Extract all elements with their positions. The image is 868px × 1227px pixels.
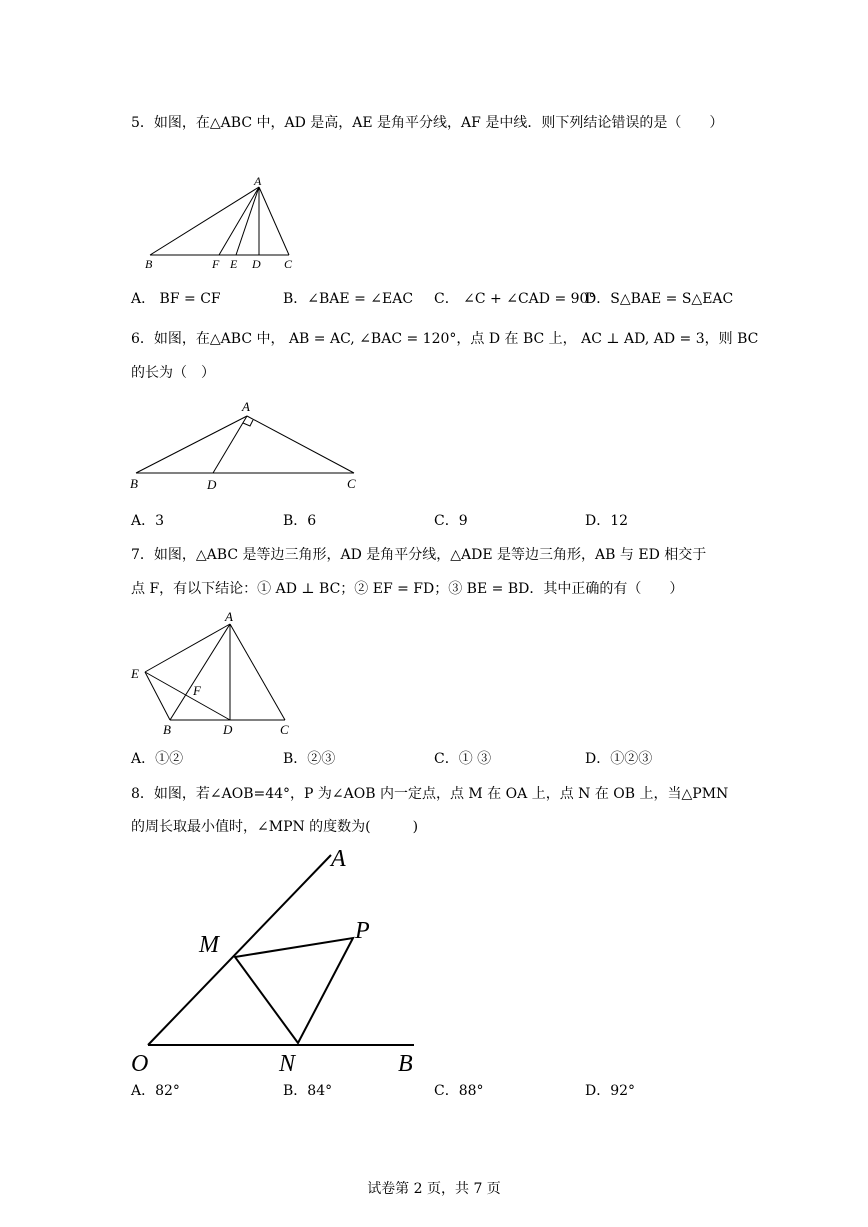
- q5-option-a: A． BF = CF: [131, 291, 221, 307]
- q8-label-n: N: [279, 1051, 296, 1077]
- q8-stem-line1: 8．如图，若∠AOB=44°，P 为∠AOB 内一定点，点 M 在 OA 上，点 N 在 OB 上，当△PMN: [131, 786, 729, 802]
- q7-label-b: B: [163, 722, 171, 737]
- q8-option-a: A．82°: [131, 1083, 180, 1099]
- q6-label-d: D: [207, 477, 217, 492]
- q6-option-d: D．12: [585, 513, 629, 529]
- q5-option-b: B．∠BAE = ∠EAC: [283, 291, 414, 307]
- q8-option-d: D．92°: [585, 1083, 636, 1099]
- q6-stem-line1: 6．如图，在△ABC 中， AB = AC, ∠BAC = 120°，点 D 在 BC 上， AC ⊥ AD, AD = 3，则 BC: [131, 331, 759, 347]
- page-footer: 试卷第 2 页，共 7 页: [367, 1181, 501, 1197]
- q5-label-f: F: [212, 257, 220, 271]
- q5-label-e: E: [230, 257, 238, 271]
- q6-option-c: C．9: [434, 513, 468, 529]
- q7-edge-ac: [230, 624, 285, 720]
- q8-figure: [126, 842, 426, 1077]
- q5-label-a: A: [254, 174, 262, 188]
- q6-option-b: B．6: [283, 513, 317, 529]
- q8-triangle-pmn: [235, 938, 353, 1043]
- q5-label-b: B: [145, 257, 153, 271]
- q8-label-b: B: [398, 1051, 413, 1077]
- q8-ray-oa: [148, 855, 331, 1045]
- q6-figure: [128, 396, 363, 496]
- q5-edge-ac: [259, 187, 289, 255]
- q7-option-c: C．① ③: [434, 751, 492, 767]
- q8-label-a: A: [331, 846, 346, 872]
- q7-label-f: F: [193, 683, 201, 698]
- q7-stem-line2: 点 F，有以下结论：① AD ⊥ BC；② EF = FD；③ BE = BD．其中正确的有（ ）: [131, 581, 684, 597]
- q7-label-d: D: [223, 722, 233, 737]
- q5-option-d: D．S△BAE = S△EAC: [585, 291, 734, 307]
- q6-label-c: C: [347, 476, 356, 491]
- q7-edge-ab: [170, 624, 230, 720]
- q7-stem-line1: 7．如图，△ABC 是等边三角形，AD 是角平分线，△ADE 是等边三角形，AB 与 ED 相交于: [131, 547, 707, 563]
- q7-figure: [128, 608, 303, 738]
- q6-label-a: A: [242, 399, 250, 414]
- q7-label-e: E: [131, 666, 139, 681]
- q5-label-c: C: [284, 257, 293, 271]
- q8-stem-line2: 的周长取最小值时，∠MPN 的度数为( ): [131, 819, 419, 835]
- q5-label-d: D: [252, 257, 261, 271]
- q8-option-c: C．88°: [434, 1083, 484, 1099]
- q5-figure: [140, 172, 300, 272]
- q7-option-b: B．②③: [283, 751, 336, 767]
- q6-edge-ac: [247, 416, 354, 473]
- q8-label-o: O: [131, 1051, 149, 1077]
- q7-label-a: A: [225, 609, 233, 624]
- q7-option-d: D．①②③: [585, 751, 653, 767]
- q6-option-a: A．3: [131, 513, 165, 529]
- q6-stem-line2: 的长为（ ）: [131, 365, 215, 381]
- q6-label-b: B: [130, 476, 138, 491]
- q8-option-b: B．84°: [283, 1083, 333, 1099]
- q5-stem: 5．如图，在△ABC 中，AD 是高，AE 是角平分线，AF 是中线．则下列结论错误的是（ ）: [131, 115, 724, 131]
- q7-label-c: C: [280, 722, 289, 737]
- q7-edge-ae: [145, 624, 230, 672]
- q5-option-c: C． ∠C + ∠CAD = 90°: [434, 291, 596, 307]
- q8-label-m: M: [199, 932, 219, 958]
- q8-label-p: P: [355, 918, 370, 944]
- q5-edge-ab: [150, 187, 259, 255]
- q7-option-a: A．①②: [131, 751, 184, 767]
